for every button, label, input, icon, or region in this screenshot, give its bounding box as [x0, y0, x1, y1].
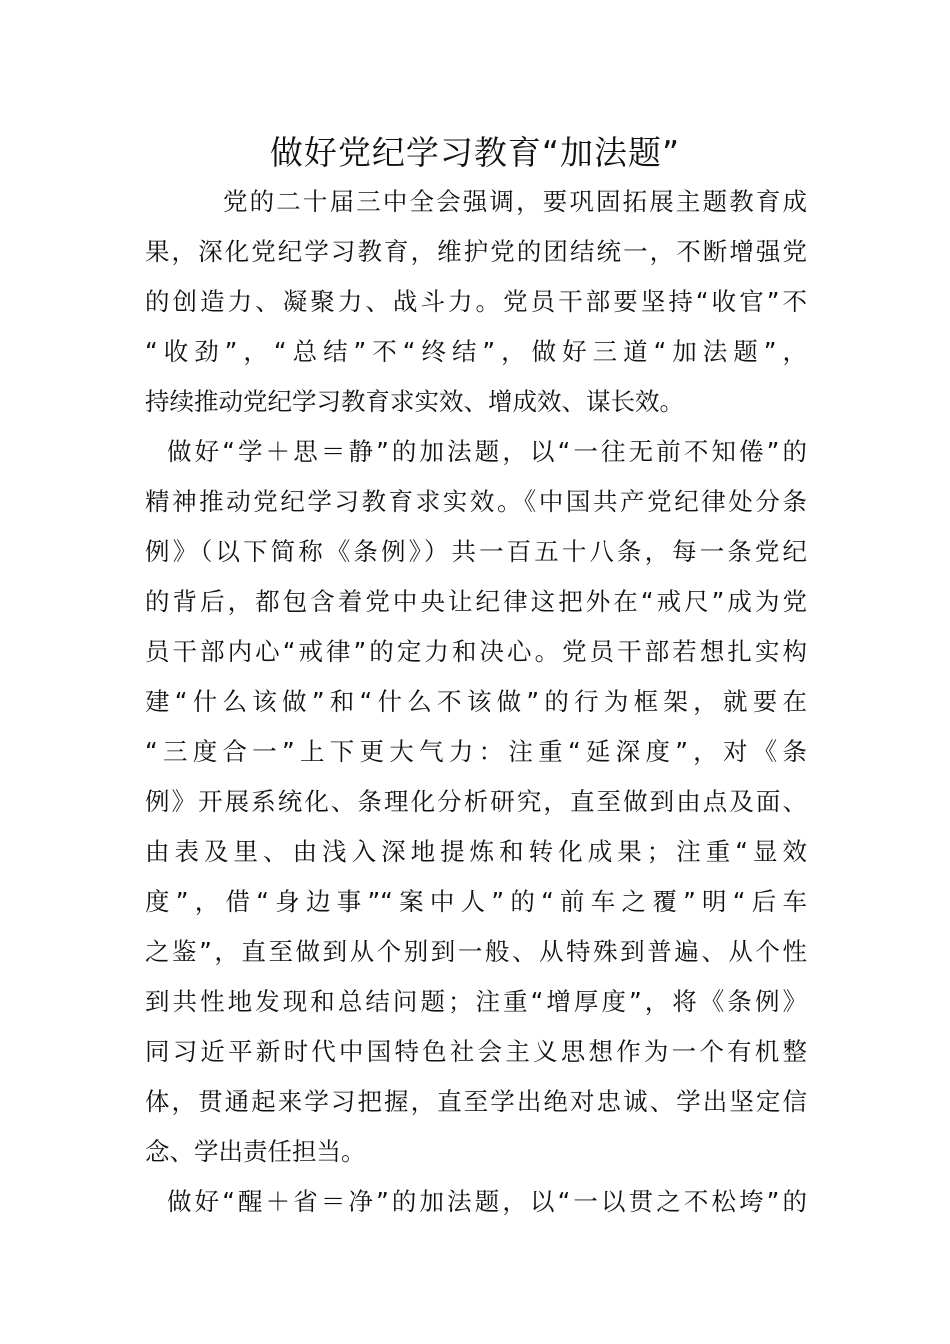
text-line: 之鉴”，直至做到从个别到一般、从特殊到普遍、从个性 [145, 937, 807, 966]
text-line: 念、学出责任担当。 [145, 1137, 366, 1166]
text-line: “三度合一”上下更大气力：注重“延深度”，对《条 [145, 737, 807, 766]
text-line: 建“什么该做”和“什么不该做”的行为框架，就要在 [145, 687, 807, 716]
text-line: 度”，借“身边事”“案中人”的“前车之覆”明“后车 [145, 887, 807, 916]
text-line: 体，贯通起来学习把握，直至学出绝对忠诚、学出坚定信 [145, 1087, 807, 1116]
text-line: 果，深化党纪学习教育，维护党的团结统一，不断增强党 [145, 237, 807, 266]
text-line: 例》开展系统化、条理化分析研究，直至做到由点及面、 [145, 787, 807, 816]
text-line: 持续推动党纪学习教育求实效、增成效、谋长效。 [145, 387, 684, 416]
text-line: 例》（以下简称《条例》）共一百五十八条，每一条党纪 [145, 537, 807, 566]
text-line: 同习近平新时代中国特色社会主义思想作为一个有机整 [145, 1037, 807, 1066]
text-line: 党的二十届三中全会强调，要巩固拓展主题教育成 [223, 187, 807, 216]
text-line: 由表及里、由浅入深地提炼和转化成果；注重“显效 [145, 837, 807, 866]
text-line: 的创造力、凝聚力、战斗力。党员干部要坚持“收官”不 [145, 287, 807, 316]
text-line: 到共性地发现和总结问题；注重“增厚度”，将《条例》 [145, 987, 807, 1016]
text-line: 员干部内心“戒律”的定力和决心。党员干部若想扎实构 [145, 637, 807, 666]
text-line: 精神推动党纪学习教育求实效。《中国共产党纪律处分条 [145, 487, 807, 516]
document-body [145, 177, 807, 1227]
text-line: 做好“醒＋省＝净”的加法题，以“一以贯之不松垮”的 [167, 1187, 807, 1216]
document-title: 做好党纪学习教育“加法题” [269, 133, 681, 172]
text-line: “收劲”，“总结”不“终结”，做好三道“加法题”， [145, 337, 807, 366]
text-line: 做好“学＋思＝静”的加法题，以“一往无前不知倦”的 [167, 437, 807, 466]
text-line: 的背后，都包含着党中央让纪律这把外在“戒尺”成为党 [145, 587, 807, 616]
